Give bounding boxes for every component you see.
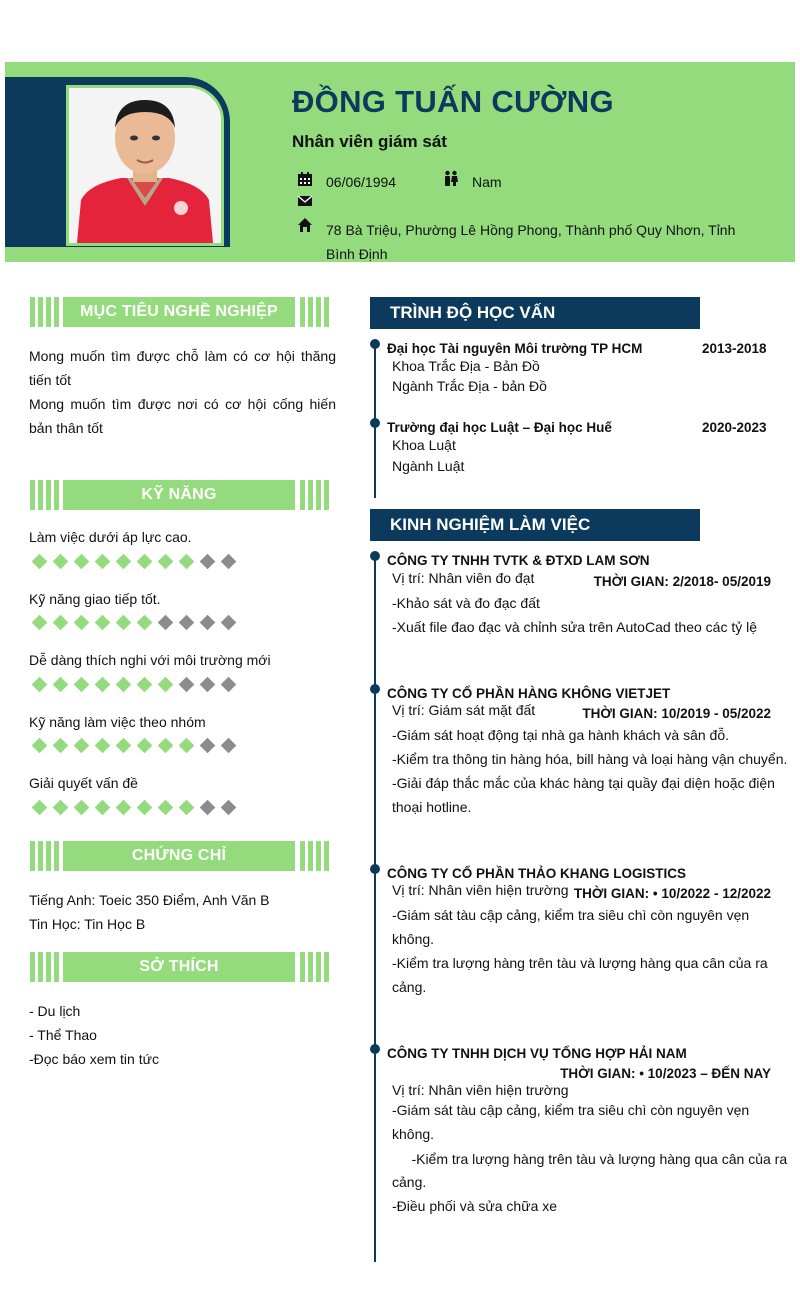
rating-diamond-filled [137,800,153,816]
job-time: THỜI GIAN: • 10/2022 - 12/2022 [573,886,771,901]
school-faculty: Khoa Luật [392,437,456,453]
certificates-heading: CHỨNG CHỈ [30,841,328,871]
education-heading: TRÌNH ĐỘ HỌC VẤN [370,297,700,329]
skill-label: Kỹ năng giao tiếp tốt. [29,591,161,607]
rating-diamond-empty [221,554,237,570]
skills-heading: KỸ NĂNG [30,480,328,510]
timeline-dot [370,1044,380,1054]
rating-diamond-filled [116,677,132,693]
rating-diamond-filled [95,615,111,631]
school-years: 2020-2023 [702,420,767,435]
rating-diamond-filled [158,738,174,754]
school-faculty: Khoa Trắc Địa - Bản Đồ [392,358,540,374]
rating-diamond-filled [74,800,90,816]
company-name: CÔNG TY CỔ PHẦN HÀNG KHÔNG VIETJET [387,686,671,701]
rating-diamond-empty [221,615,237,631]
rating-diamond-empty [200,677,216,693]
rating-diamond-filled [53,677,69,693]
skill-label: Giải quyết vấn đề [29,775,138,791]
rating-diamond-filled [137,615,153,631]
job-duty: -Kiểm tra thông tin hàng hóa, bill hàng và loại hàng vận chuyển. [392,751,788,767]
rating-diamond-empty [158,615,174,631]
rating-diamond-filled [158,554,174,570]
rating-diamond-filled [116,615,132,631]
career-goal-heading: MỤC TIÊU NGHỀ NGHIỆP [30,297,328,327]
job-duty: -Giám sát hoạt động tại nhà ga hành khách và sân đỗ. [392,727,730,743]
rating-diamond-filled [179,800,195,816]
address-line-2: Bình Định [326,246,388,262]
rating-diamond-empty [179,615,195,631]
rating-diamond-filled [53,554,69,570]
rating-diamond-filled [116,738,132,754]
rating-diamond-filled [158,800,174,816]
skill-label: Làm việc dưới áp lực cao. [29,529,192,545]
timeline-dot [370,864,380,874]
timeline-dot [370,418,380,428]
timeline-dot [370,339,380,349]
company-name: CÔNG TY CỔ PHẦN THẢO KHANG LOGISTICS [387,866,687,881]
job-duty: -Kiểm tra lượng hàng trên tàu và lượng hàng qua cân của ra [392,1151,788,1167]
certificate-line: Tiếng Anh: Toeic 350 Điểm, Anh Văn B [29,892,270,908]
rating-diamond-filled [32,677,48,693]
school-name: Trường đại học Luật – Đại học Huế [387,420,612,435]
job-duty: -Khảo sát và đo đạc đất [392,595,540,611]
job-duty: thoại hotline. [392,799,472,815]
job-position: Vị trí: Nhân viên đo đạt [392,570,535,586]
rating-diamond-filled [137,554,153,570]
job-time: THỜI GIAN: 10/2019 - 05/2022 [582,706,771,721]
calendar-icon [297,171,313,187]
job-duty: không. [392,1126,435,1142]
skill-rating [34,679,244,690]
rating-diamond-filled [53,738,69,754]
rating-diamond-filled [53,615,69,631]
candidate-name: ĐỒNG TUẤN CƯỜNG [292,84,614,119]
rating-diamond-filled [158,677,174,693]
rating-diamond-filled [95,800,111,816]
hobby-item: - Thể Thao [29,1027,97,1043]
mail-icon [297,193,313,209]
rating-diamond-filled [74,615,90,631]
hobbies-heading: SỞ THÍCH [30,952,328,982]
school-name: Đại học Tài nguyên Môi trường TP HCM [387,341,643,356]
job-duty: -Kiểm tra lượng hàng trên tàu và lượng hàng qua cân của ra [392,955,768,971]
job-duty: -Giải đáp thắc mắc của khác hàng tại quầy đại diện hoặc điện [392,775,775,791]
job-duty: -Xuất file đao đạc và chỉnh sửa trên AutoCad theo các tỷ lệ [392,619,758,635]
skill-label: Kỹ năng làm việc theo nhóm [29,714,206,730]
job-time: THỜI GIAN: • 10/2023 – ĐẾN NAY [560,1066,771,1081]
hobby-item: - Du lịch [29,1003,81,1019]
rating-diamond-empty [200,738,216,754]
rating-diamond-filled [179,554,195,570]
job-position: Vị trí: Giám sát mặt đất [392,702,536,718]
rating-diamond-filled [137,738,153,754]
job-duty: cảng. [392,979,427,995]
timeline-dot [370,684,380,694]
rating-diamond-filled [137,677,153,693]
rating-diamond-filled [74,554,90,570]
rating-diamond-filled [179,738,195,754]
rating-diamond-empty [179,677,195,693]
rating-diamond-empty [221,677,237,693]
job-position: Vị trí: Nhân viên hiện trường [392,1082,569,1098]
address-line-1: 78 Bà Triệu, Phường Lê Hồng Phong, Thành phố Quy Nhơn, Tỉnh [326,222,736,238]
rating-diamond-filled [32,554,48,570]
job-position: Vị trí: Nhân viên hiện trường [392,882,569,898]
rating-diamond-filled [95,677,111,693]
rating-diamond-filled [32,738,48,754]
company-name: CÔNG TY TNHH DỊCH VỤ TỔNG HỢP HẢI NAM [387,1046,687,1061]
timeline-dot [370,551,380,561]
rating-diamond-filled [74,738,90,754]
job-time: THỜI GIAN: 2/2018- 05/2019 [593,574,771,589]
job-duty: -Giám sát tàu cập cảng, kiểm tra siêu chì còn nguyên vẹn [392,1102,750,1118]
rating-diamond-empty [221,738,237,754]
school-years: 2013-2018 [702,341,767,356]
rating-diamond-filled [32,800,48,816]
school-major: Ngành Luật [392,458,465,474]
job-title: Nhân viên giám sát [292,132,447,151]
skill-label: Dễ dàng thích nghi với môi trường mới [29,652,271,668]
skill-rating [34,556,244,567]
rating-diamond-filled [74,677,90,693]
experience-heading: KINH NGHIỆM LÀM VIỆC [370,509,700,541]
school-major: Ngành Trắc Địa - bản Đồ [392,378,547,394]
date-of-birth: 06/06/1994 [326,174,397,190]
rating-diamond-filled [95,738,111,754]
home-icon [297,217,313,233]
job-duty: cảng. [392,1174,427,1190]
certificate-line: Tin Học: Tin Học B [29,916,146,932]
rating-diamond-empty [200,615,216,631]
rating-diamond-filled [116,554,132,570]
rating-diamond-empty [200,800,216,816]
skill-rating [34,740,244,751]
job-duty: không. [392,931,435,947]
job-duty: -Giám sát tàu cập cảng, kiểm tra siêu chì còn nguyên vẹn [392,907,750,923]
company-name: CÔNG TY TNHH TVTK & ĐTXD LAM SƠN [387,553,650,568]
rating-diamond-empty [221,800,237,816]
rating-diamond-filled [53,800,69,816]
experience-timeline [374,552,376,1262]
rating-diamond-filled [32,615,48,631]
profile-photo [66,85,224,246]
rating-diamond-empty [200,554,216,570]
hobby-item: -Đọc báo xem tin tức [29,1051,159,1067]
gender: Nam [472,174,502,190]
people-icon [443,170,459,186]
skill-rating [34,617,244,628]
career-goal-line-1: Mong muốn tìm được chỗ làm có cơ hội thăng tiến tốt [29,348,336,388]
rating-diamond-filled [95,554,111,570]
rating-diamond-filled [116,800,132,816]
skill-rating [34,802,244,813]
career-goal-line-2: Mong muốn tìm được nơi có cơ hội cống hiến bản thân tốt [29,396,336,436]
job-duty: -Điều phối và sửa chữa xe [392,1198,558,1214]
